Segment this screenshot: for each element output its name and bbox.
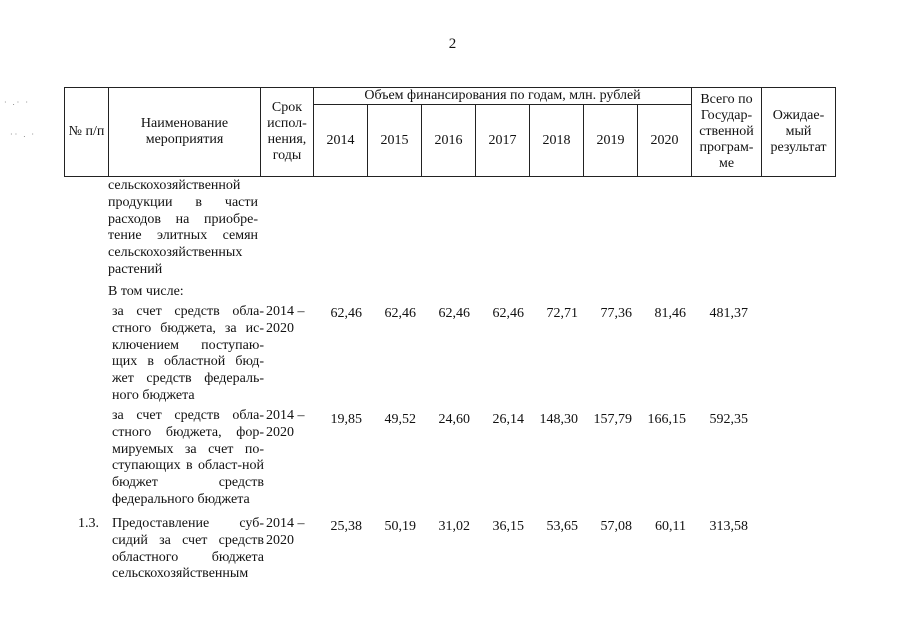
header-year: 2015 bbox=[368, 105, 422, 177]
row-total: 592,35 bbox=[709, 412, 748, 427]
header-col-funding: Объем финансирования по годам, млн. рублей bbox=[314, 88, 692, 105]
scan-speck: · .· · bbox=[4, 98, 30, 107]
row-name: Предоставление суб-сидий за счет средств областного бюджета сельскохозяйственным bbox=[112, 516, 264, 582]
row-term: 2014 – 2020 bbox=[266, 408, 305, 440]
row-name: за счет средств обла-стного бюджета, за ис-ключением поступаю-щих в областной бюд-жет средств федераль-ного бюджета bbox=[112, 304, 264, 403]
row-total: 481,37 bbox=[709, 306, 748, 321]
row-value-2016: 62,46 bbox=[438, 306, 470, 321]
row-value-2016: 31,02 bbox=[438, 519, 470, 534]
row-value-2019: 57,08 bbox=[600, 519, 632, 534]
row-value-2015: 62,46 bbox=[384, 306, 416, 321]
row-name: сельскохозяйственной продукции в части расходов на приобре-тение элитных семян сельскохозяйственных растений bbox=[108, 178, 258, 277]
row-name: В том числе: bbox=[108, 284, 184, 299]
header-year: 2019 bbox=[584, 105, 638, 177]
header-col-result: Ожидае-мый результат bbox=[762, 88, 836, 177]
row-value-2017: 26,14 bbox=[492, 412, 524, 427]
row-value-2018: 72,71 bbox=[546, 306, 578, 321]
header-year: 2020 bbox=[638, 105, 692, 177]
row-value-2017: 36,15 bbox=[492, 519, 524, 534]
row-value-2014: 19,85 bbox=[330, 412, 362, 427]
row-term: 2014 – 2020 bbox=[266, 516, 305, 548]
row-value-2015: 50,19 bbox=[384, 519, 416, 534]
page-number: 2 bbox=[448, 36, 457, 52]
row-value-2020: 60,11 bbox=[655, 519, 686, 534]
header-col-term: Срок испол-нения, годы bbox=[261, 88, 314, 177]
header-year: 2018 bbox=[530, 105, 584, 177]
header-year: 2017 bbox=[476, 105, 530, 177]
row-term: 2014 – 2020 bbox=[266, 304, 305, 336]
row-value-2018: 148,30 bbox=[539, 412, 578, 427]
row-value-2015: 49,52 bbox=[384, 412, 416, 427]
row-value-2014: 25,38 bbox=[330, 519, 362, 534]
scan-speck: ·· . · bbox=[10, 130, 36, 139]
row-value-2014: 62,46 bbox=[330, 306, 362, 321]
row-value-2019: 77,36 bbox=[600, 306, 632, 321]
row-name: за счет средств обла-стного бюджета, фор-мируемых за счет по-ступающих в област-ной бюджет средств федерального бюджета bbox=[112, 408, 264, 507]
row-value-2020: 81,46 bbox=[654, 306, 686, 321]
row-number: 1.3. bbox=[78, 516, 99, 531]
header-year: 2014 bbox=[314, 105, 368, 177]
row-total: 313,58 bbox=[709, 519, 748, 534]
row-value-2018: 53,65 bbox=[546, 519, 578, 534]
row-value-2019: 157,79 bbox=[593, 412, 632, 427]
header-table bbox=[64, 87, 836, 177]
row-value-2016: 24,60 bbox=[438, 412, 470, 427]
row-value-2017: 62,46 bbox=[492, 306, 524, 321]
header-col-name: Наименование мероприятия bbox=[109, 88, 261, 177]
header-year: 2016 bbox=[422, 105, 476, 177]
header-col-total: Всего по Государ-ственной програм-ме bbox=[692, 88, 762, 177]
header-col-number: № п/п bbox=[65, 88, 109, 177]
row-value-2020: 166,15 bbox=[647, 412, 686, 427]
